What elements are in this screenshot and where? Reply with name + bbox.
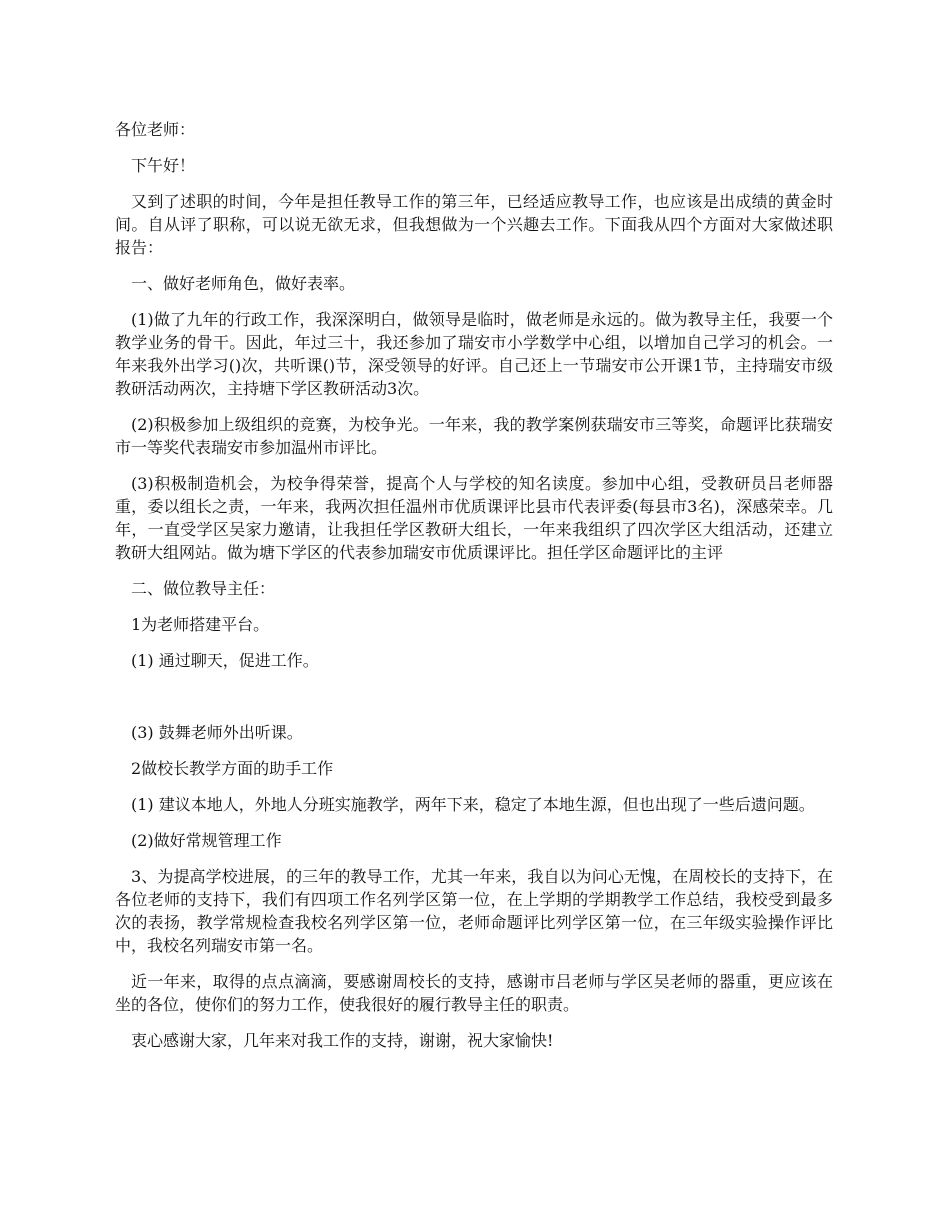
paragraph-2-1-3: (3) 鼓舞老师外出听课。 [131, 723, 303, 742]
paragraph-2-2-1: (1) 建议本地人，外地人分班实施教学，两年下来，稳定了本地生源，但也出现了一些后遗问题。 [131, 795, 815, 814]
paragraph-2-2-2: (2)做好常规管理工作 [131, 831, 282, 850]
salutation: 各位老师： [115, 120, 196, 139]
thanks-paragraph: 近一年来，取得的点点滴滴，要感谢周校长的支持，感谢市吕老师与学区吴老师的器重，更应该在坐的各位，使你们的努力工作，使我很好的履行教导主任的职责。 [115, 972, 833, 1014]
subheading-2-2: 2做校长教学方面的助手工作 [131, 759, 334, 778]
paragraph-3: 3、为提高学校进展，的三年的教导工作，尤其一年来，我自以为问心无愧，在周校长的支持下，在各位老师的支持下，我们有四项工作名列学区第一位，在上学期的学期教学工作总结，我校受到最多次的表扬，教学常规检查我校名列学区第一位，老师命题评比列学区第一位，在三年级实验操作评比中，我校名列瑞安市第一名。 [115, 867, 833, 955]
paragraph-1-3: (3)积极制造机会，为校争得荣誉，提高个人与学校的知名读度。参加中心组，受教研员吕老师器重，委以组长之责，一年来，我两次担任温州市优质课评比县市代表评委(每县市3名)，深感荣幸。几年，一直受学区吴家力邀请，让我担任学区教研大组长，一年来我组织了四次学区大组活动，还建立教研大组网站。做为塘下学区的代表参加瑞安市优质课评比。担任学区命题评比的主评 [115, 474, 833, 562]
greeting: 下午好！ [131, 156, 196, 175]
closing-paragraph: 衷心感谢大家，几年来对我工作的支持，谢谢，祝大家愉快! [131, 1031, 554, 1050]
subheading-2-1: 1为老师搭建平台。 [131, 615, 270, 634]
paragraph-2-1-1: (1) 通过聊天，促进工作。 [131, 651, 319, 670]
intro-paragraph: 又到了述职的时间，今年是担任教导工作的第三年，已经适应教导工作，也应该是出成绩的黄金时间。自从评了职称，可以说无欲无求，但我想做为一个兴趣去工作。下面我从四个方面对大家做述职报告： [115, 192, 833, 257]
section-heading-1: 一、做好老师角色，做好表率。 [131, 274, 356, 293]
paragraph-1-2: (2)积极参加上级组织的竞赛，为校争光。一年来，我的教学案例获瑞安市三等奖，命题评比获瑞安市一等奖代表瑞安市参加温州市评比。 [115, 415, 833, 457]
document-page [115, 118, 833, 1065]
paragraph-1-1: (1)做了九年的行政工作，我深深明白，做领导是临时，做老师是永远的。做为教导主任，我要一个教学业务的骨干。因此，年过三十，我还参加了瑞安市小学数学中心组，以增加自己学习的机会。一年来我外出学习()次，共听课()节，深受领导的好评。自己还上一节瑞安市公开课1节，主持瑞安市级教研活动两次，主持塘下学区教研活动3次。 [115, 310, 833, 398]
section-heading-2: 二、做位教导主任： [131, 579, 276, 598]
blank-space [115, 685, 833, 721]
